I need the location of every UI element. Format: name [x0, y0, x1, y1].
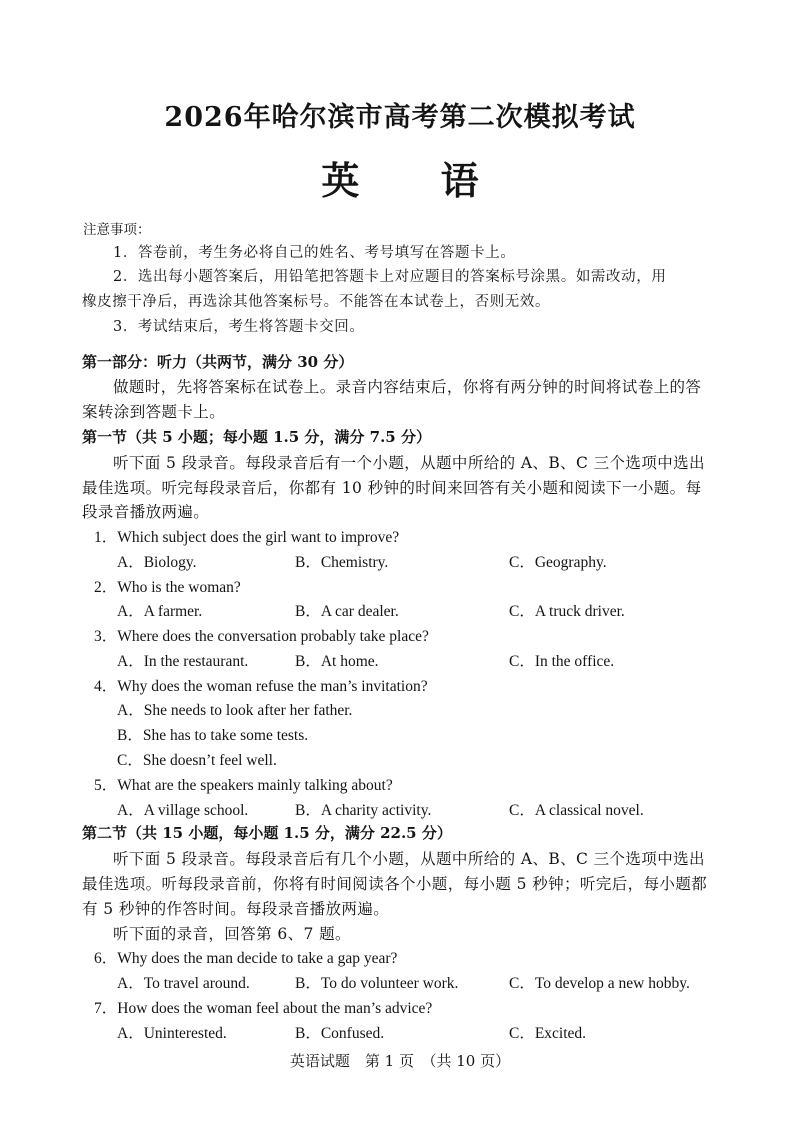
part1-intro-line-1: 做题时，先将答案标在试卷上。录音内容结束后，你将有两分钟的时间将试卷上的答 [113, 378, 702, 396]
question-4: 4．Why does the woman refuse the man’s invitation? [94, 678, 428, 695]
section2-instruction: 听下面的录音，回答第 6、7 题。 [113, 925, 351, 943]
q7-option-a: A．Uninterested. [117, 1025, 227, 1042]
q3-option-b: B．At home. [295, 653, 379, 670]
section1-intro-line-1: 听下面 5 段录音。每段录音后有一个小题，从题中所给的 A、B、C 三个选项中选出 [113, 454, 705, 472]
q2-option-a: A．A farmer. [117, 603, 203, 620]
q6-option-b: B．To do volunteer work. [295, 975, 459, 992]
question-1: 1．Which subject does the girl want to improve? [94, 529, 400, 546]
q4-option-b: B．She has to take some tests. [117, 727, 309, 744]
q5-option-a: A．A village school. [117, 802, 249, 819]
section1-heading: 第一节（共 5 小题；每小题 1.5 分，满分 7.5 分） [82, 428, 431, 446]
q3-option-a: A．In the restaurant. [117, 653, 249, 670]
q4-option-a: A．She needs to look after her father. [117, 702, 353, 719]
section2-intro-line-3: 有 5 秒钟的作答时间。每段录音播放两遍。 [82, 900, 390, 918]
section1-intro-line-2: 最佳选项。听完每段录音后，你都有 10 秒钟的时间来回答有关小题和阅读下一小题。每 [82, 479, 702, 497]
question-6: 6．Why does the man decide to take a gap year? [94, 950, 398, 967]
notice-item-3: 3．考试结束后，考生将答题卡交回。 [113, 319, 365, 335]
section2-heading: 第二节（共 15 小题，每小题 1.5 分，满分 22.5 分） [82, 824, 452, 842]
question-5: 5．What are the speakers mainly talking about? [94, 777, 393, 794]
q5-option-b: B．A charity activity. [295, 802, 432, 819]
q7-option-c: C．Excited. [509, 1025, 587, 1042]
subject-title: 英 语 [321, 158, 513, 203]
part1-heading: 第一部分：听力（共两节，满分 30 分） [82, 353, 354, 371]
q6-option-c: C．To develop a new hobby. [509, 975, 690, 992]
section2-intro-line-2: 最佳选项。听每段录音前，你将有时间阅读各个小题，每小题 5 秒钟；听完后，每小题都 [82, 875, 708, 893]
page-footer: 英语试题 第 1 页 （共 10 页） [289, 1052, 511, 1070]
q2-option-b: B．A car dealer. [295, 603, 399, 620]
q7-option-b: B．Confused. [295, 1025, 385, 1042]
question-3: 3．Where does the conversation probably take place? [94, 628, 429, 645]
q1-option-b: B．Chemistry. [295, 554, 389, 571]
q1-option-c: C．Geography. [509, 554, 607, 571]
part1-intro-line-2: 案转涂到答题卡上。 [82, 403, 226, 421]
q6-option-a: A．To travel around. [117, 975, 250, 992]
notice-item-1: 1．答卷前，考生务必将自己的姓名、考号填写在答题卡上。 [113, 245, 516, 261]
q1-option-a: A．Biology. [117, 554, 197, 571]
question-7: 7．How does the woman feel about the man’s advice? [94, 1000, 433, 1017]
q2-option-c: C．A truck driver. [509, 603, 625, 620]
q3-option-c: C．In the office. [509, 653, 615, 670]
q4-option-c: C．She doesn’t feel well. [117, 752, 277, 769]
notice-item-2-line-2: 橡皮擦干净后，再选涂其他答案标号。不能答在本试卷上，否则无效。 [82, 294, 551, 310]
q5-option-c: C．A classical novel. [509, 802, 644, 819]
notice-item-2-line-1: 2．选出每小题答案后，用铅笔把答题卡上对应题目的答案标号涂黑。如需改动，用 [113, 269, 667, 285]
section1-intro-line-3: 段录音播放两遍。 [82, 503, 210, 521]
notice-heading: 注意事项： [83, 222, 151, 238]
section2-intro-line-1: 听下面 5 段录音。每段录音后有几个小题，从题中所给的 A、B、C 三个选项中选出 [113, 850, 705, 868]
question-2: 2．Who is the woman? [94, 579, 241, 596]
exam-title: 2026年哈尔滨市高考第二次模拟考试 [164, 102, 636, 133]
